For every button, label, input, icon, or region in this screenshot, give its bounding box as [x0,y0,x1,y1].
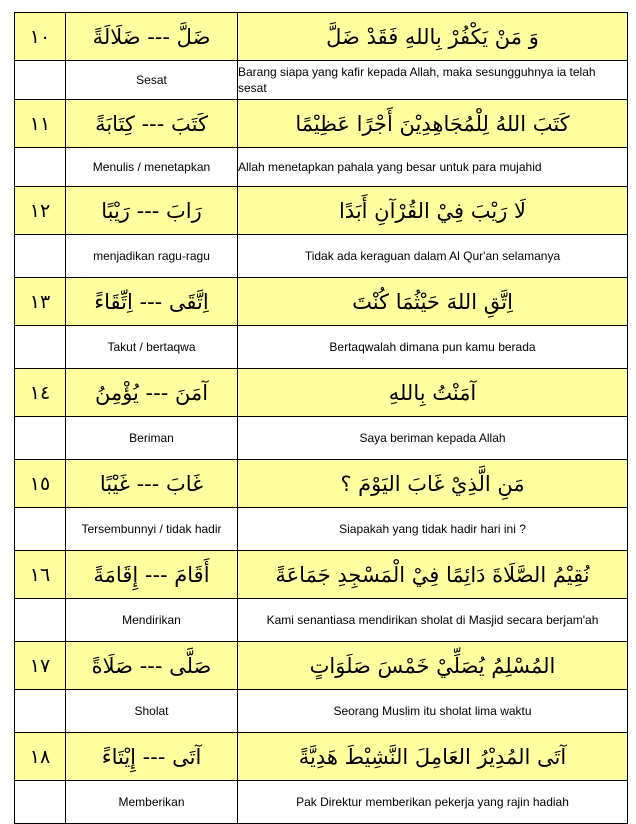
blank-cell [15,235,66,278]
word-meaning: Sesat [66,61,238,100]
sentence-translation: Allah menetapkan pahala yang besar untuk para mujahid [238,148,628,187]
sentence-translation: Bertaqwalah dimana pun kamu berada [238,326,628,369]
arabic-row [15,13,628,61]
word-meaning: Mendirikan [66,599,238,642]
arabic-word: صَلَّى --- صَلَاةً [66,642,238,690]
arabic-word: أَقَامَ --- إِقَامَةً [66,551,238,599]
arabic-sentence: وَ مَنْ يَكْفُرْ بِاللهِ فَقَدْ ضَلَّ [238,13,628,61]
word-meaning: Sholat [66,690,238,733]
entry-number: ١١ [15,100,66,148]
arabic-word: كَتَبَ --- كِتَابَةً [66,100,238,148]
arabic-word: غَابَ --- غَيْبًا [66,460,238,508]
translation-row [15,326,628,369]
arabic-sentence: نُقِيْمُ الصَّلَاةَ دَائِمًا فِيْ الْمَسْجِدِ جَمَاعَةً [238,551,628,599]
arabic-sentence: لَا رَيْبَ فِيْ القُرْآنِ أَبَدًا [238,187,628,235]
sentence-translation: Siapakah yang tidak hadir hari ini ? [238,508,628,551]
arabic-sentence: آتَى المُدِيْرُ العَامِلَ النَّشِيْطَ هَدِيَّةً [238,733,628,781]
arabic-row [15,100,628,148]
translation-row [15,417,628,460]
word-meaning: Takut / bertaqwa [66,326,238,369]
word-meaning: Menulis / menetapkan [66,148,238,187]
arabic-row [15,278,628,326]
blank-cell [15,61,66,100]
blank-cell [15,690,66,733]
entry-number: ١٦ [15,551,66,599]
arabic-row [15,642,628,690]
entry-number: ١٢ [15,187,66,235]
sentence-translation: Pak Direktur memberikan pekerja yang rajin hadiah [238,781,628,824]
translation-row [15,235,628,278]
blank-cell [15,599,66,642]
blank-cell [15,148,66,187]
arabic-word: آمَنَ --- يُؤْمِنُ [66,369,238,417]
translation-row [15,61,628,100]
word-meaning: Memberikan [66,781,238,824]
arabic-row [15,369,628,417]
blank-cell [15,781,66,824]
entry-number: ١٧ [15,642,66,690]
blank-cell [15,508,66,551]
translation-row [15,508,628,551]
arabic-sentence: المُسْلِمُ يُصَلِّيْ خَمْسَ صَلَوَاتٍ [238,642,628,690]
arabic-sentence: آمَنْتُ بِاللهِ [238,369,628,417]
sentence-translation: Saya beriman kepada Allah [238,417,628,460]
sentence-translation: Tidak ada keraguan dalam Al Qur'an selamanya [238,235,628,278]
vocabulary-table [14,12,628,824]
sentence-translation: Seorang Muslim itu sholat lima waktu [238,690,628,733]
arabic-sentence: كَتَبَ اللهُ لِلْمُجَاهِدِيْنَ أَجْرًا عَظِيْمًا [238,100,628,148]
word-meaning: Tersembunnyi / tidak hadir [66,508,238,551]
entry-number: ١٠ [15,13,66,61]
entry-number: ١٥ [15,460,66,508]
translation-row [15,690,628,733]
translation-row [15,599,628,642]
entry-number: ١٨ [15,733,66,781]
entry-number: ١٣ [15,278,66,326]
arabic-word: آتَى --- إِيْتَاءً [66,733,238,781]
arabic-sentence: مَنِ الَّذِيْ غَابَ اليَوْمَ ؟ [238,460,628,508]
arabic-row [15,733,628,781]
arabic-word: رَابَ --- رَيْبًا [66,187,238,235]
translation-row [15,148,628,187]
arabic-sentence: اِتَّقِ اللهَ حَيْثُمَا كُنْتَ [238,278,628,326]
arabic-row [15,460,628,508]
arabic-word: اِتَّقَى --- اِتِّقَاءً [66,278,238,326]
word-meaning: Beriman [66,417,238,460]
sentence-translation: Barang siapa yang kafir kepada Allah, maka sesungguhnya ia telah sesat [238,61,628,100]
entry-number: ١٤ [15,369,66,417]
arabic-row [15,187,628,235]
word-meaning: menjadikan ragu-ragu [66,235,238,278]
arabic-word: ضَلَّ --- ضَلَالَةً [66,13,238,61]
sentence-translation: Kami senantiasa mendirikan sholat di Masjid secara berjam'ah [238,599,628,642]
blank-cell [15,326,66,369]
blank-cell [15,417,66,460]
translation-row [15,781,628,824]
arabic-row [15,551,628,599]
